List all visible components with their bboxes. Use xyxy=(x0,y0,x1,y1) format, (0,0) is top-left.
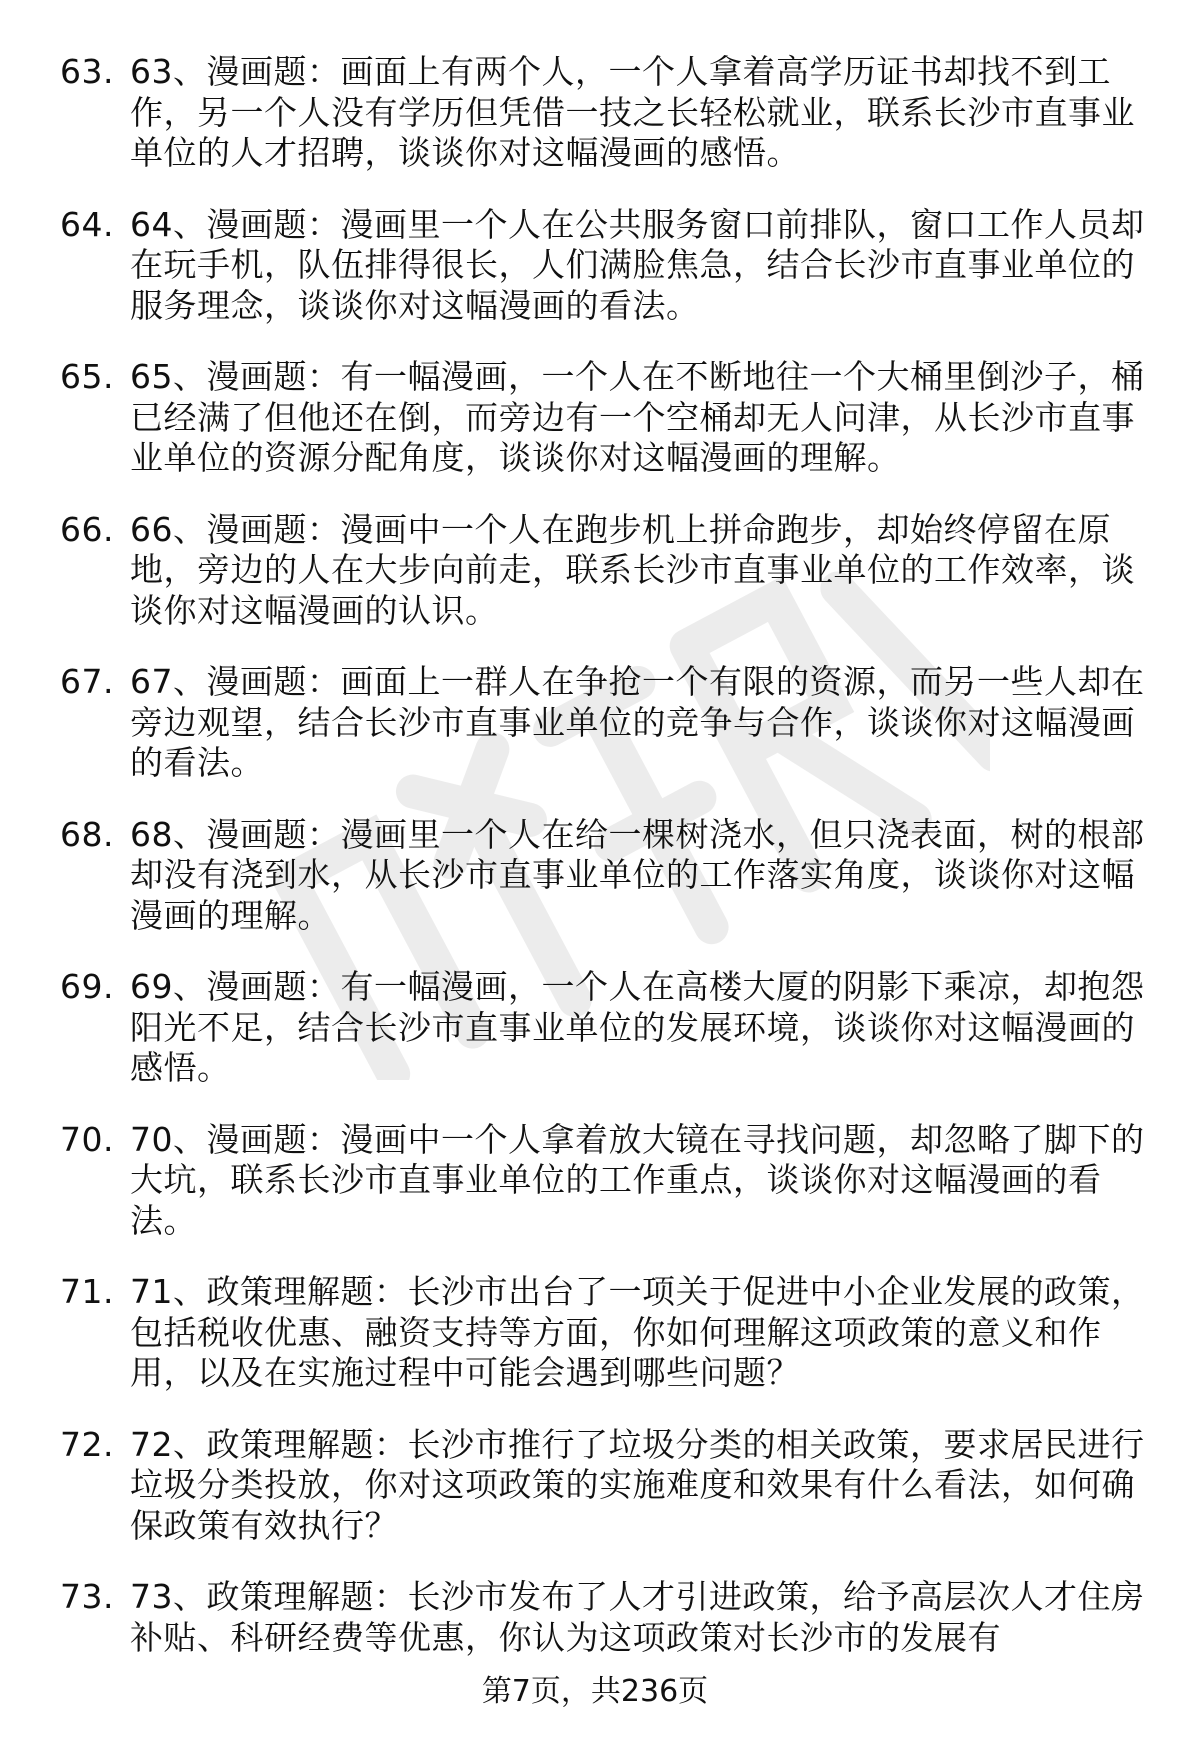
page-number-label: 第7页，共236页 xyxy=(481,1674,709,1709)
question-number: 63. xyxy=(60,52,114,91)
question-number: 70. xyxy=(60,1119,114,1159)
question-item-65 xyxy=(60,357,1150,479)
question-text: 68、漫画题：漫画里一个人在给一棵树浇水，但只浇表面，树的根部却没有浇到水，从长沙市直事业单位的工作落实角度，谈谈你对这幅漫画的理解。 xyxy=(130,814,1145,935)
question-text: 66、漫画题：漫画中一个人在跑步机上拼命跑步，却始终停留在原地，旁边的人在大步向前走，联系长沙市直事业单位的工作效率，谈谈你对这幅漫画的认识。 xyxy=(130,509,1135,630)
question-item-63 xyxy=(60,52,1150,174)
question-number: 72. xyxy=(60,1424,114,1464)
question-item-71 xyxy=(60,1272,1150,1394)
question-item-67 xyxy=(60,662,1150,784)
question-list xyxy=(60,52,1150,1689)
question-text: 70、漫画题：漫画中一个人拿着放大镜在寻找问题，却忽略了脚下的大坑，联系长沙市直事业单位的工作重点，谈谈你对这幅漫画的看法。 xyxy=(130,1119,1145,1240)
question-number: 68. xyxy=(60,814,114,854)
question-text: 71、政策理解题：长沙市出台了一项关于促进中小企业发展的政策，包括税收优惠、融资支持等方面，你如何理解这项政策的意义和作用，以及在实施过程中可能会遇到哪些问题？ xyxy=(130,1272,1145,1392)
question-text: 69、漫画题：有一幅漫画，一个人在高楼大厦的阴影下乘凉，却抱怨阳光不足，结合长沙市直事业单位的发展环境，谈谈你对这幅漫画的感悟。 xyxy=(130,967,1145,1087)
question-text: 67、漫画题：画面上一群人在争抢一个有限的资源，而另一些人却在旁边观望，结合长沙市直事业单位的竞争与合作，谈谈你对这幅漫画的看法。 xyxy=(130,662,1145,782)
question-text: 65、漫画题：有一幅漫画，一个人在不断地往一个大桶里倒沙子，桶已经满了但他还在倒，而旁边有一个空桶却无人问津，从长沙市直事业单位的资源分配角度，谈谈你对这幅漫画的理解。 xyxy=(130,357,1145,477)
question-text: 64、漫画题：漫画里一个人在公共服务窗口前排队，窗口工作人员却在玩手机，队伍排得很长，人们满脸焦急，结合长沙市直事业单位的服务理念，谈谈你对这幅漫画的看法。 xyxy=(130,204,1145,325)
question-number: 69. xyxy=(60,967,114,1006)
question-item-72 xyxy=(60,1425,1150,1547)
page-footer xyxy=(0,1672,1190,1712)
question-number: 73. xyxy=(60,1577,114,1616)
question-number: 64. xyxy=(60,204,114,244)
question-number: 65. xyxy=(60,357,114,396)
question-number: 67. xyxy=(60,662,114,701)
question-item-68 xyxy=(60,815,1150,937)
question-item-69 xyxy=(60,967,1150,1089)
question-text: 73、政策理解题：长沙市发布了人才引进政策，给予高层次人才住房补贴、科研经费等优惠，你认为这项政策对长沙市的发展有 xyxy=(130,1577,1145,1657)
question-item-70 xyxy=(60,1120,1150,1242)
question-item-64 xyxy=(60,205,1150,327)
question-text: 63、漫画题：画面上有两个人，一个人拿着高学历证书却找不到工作，另一个人没有学历但凭借一技之长轻松就业，联系长沙市直事业单位的人才招聘，谈谈你对这幅漫画的感悟。 xyxy=(130,52,1135,172)
question-number: 71. xyxy=(60,1272,114,1311)
question-text: 72、政策理解题：长沙市推行了垃圾分类的相关政策，要求居民进行垃圾分类投放，你对这项政策的实施难度和效果有什么看法，如何确保政策有效执行？ xyxy=(130,1424,1145,1545)
question-number: 66. xyxy=(60,509,114,549)
question-item-73 xyxy=(60,1577,1150,1658)
question-item-66 xyxy=(60,510,1150,632)
